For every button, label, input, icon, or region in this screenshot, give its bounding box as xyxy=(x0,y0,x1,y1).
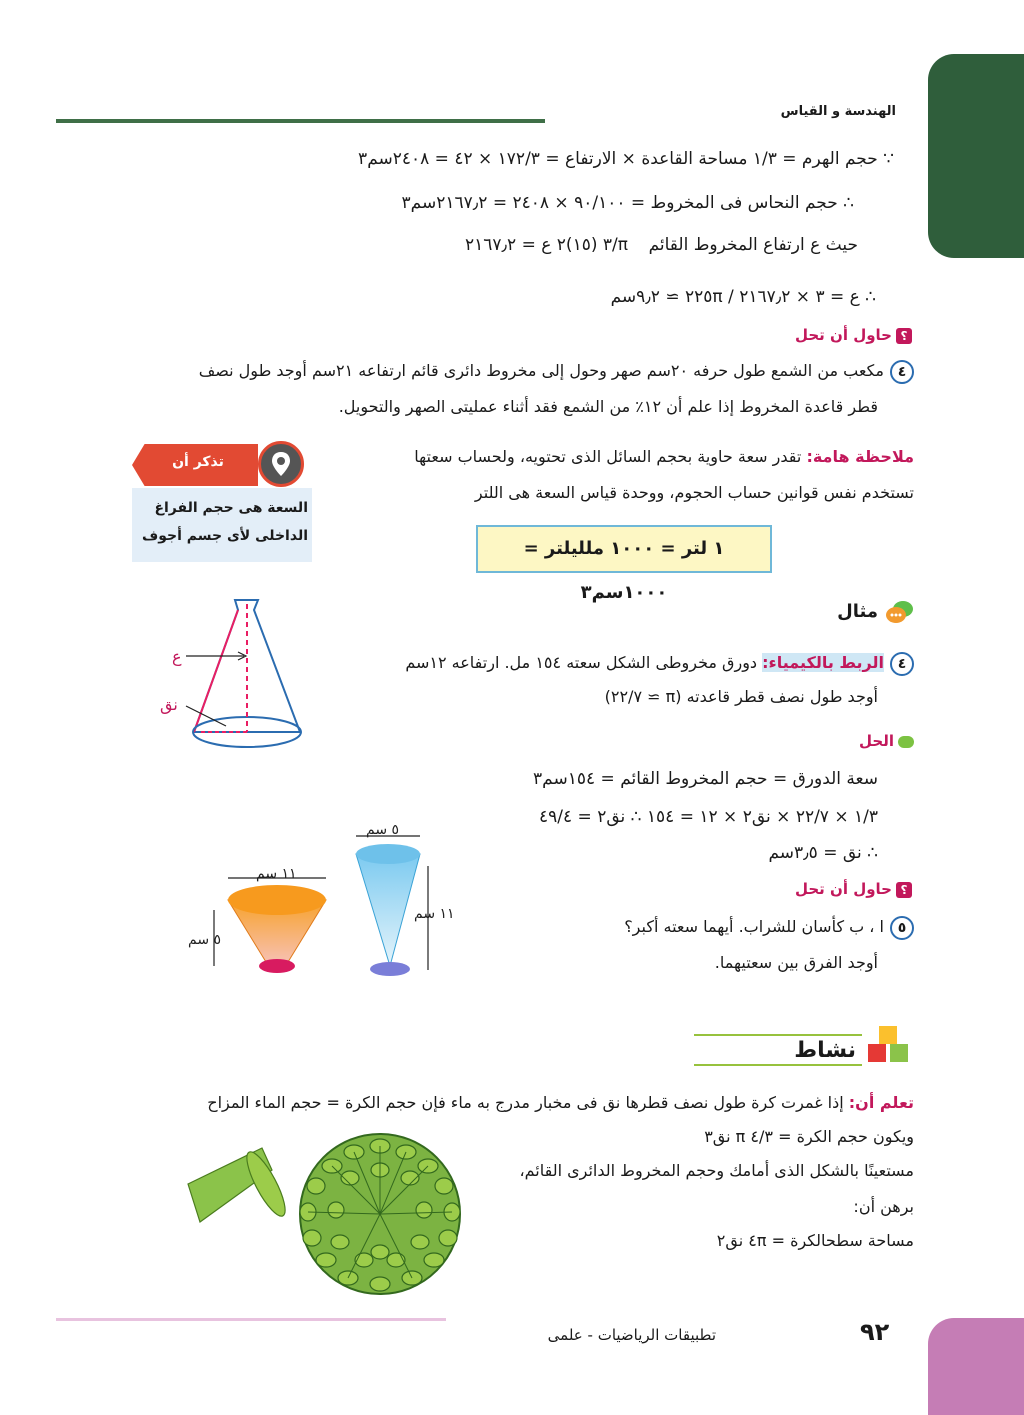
solution-line-3: ∴ نق = ٣٫٥سم xyxy=(768,843,878,863)
activity-line-3: مستعينًا بالشكل الذى أمامك وحجم المخروط الدائرى القائم، xyxy=(519,1161,914,1180)
try-1-line-2: قطر قاعدة المخروط إذا علم أن ١٢٪ من الشمع فقد أثناء عمليتى الصهر والتحويل. xyxy=(338,397,878,416)
calc-line-3-left: π/٣ (١٥)٢ ع = ٢١٦٧٫٢ xyxy=(464,235,628,255)
activity-line-2: ويكون حجم الكرة = ٤/٣ π نق٣ xyxy=(704,1127,914,1146)
try-2-line-1: ٥ا ، ب كأسان للشراب. أيهما سعته أكبر؟ xyxy=(624,914,914,940)
reminder-line-1: السعة هى حجم الفراغ xyxy=(154,500,308,516)
exercise-number: ٥ xyxy=(890,916,914,940)
footer-rule xyxy=(56,1318,446,1321)
cup-b-base xyxy=(370,962,410,976)
page-number: ٩٢ xyxy=(860,1318,890,1346)
activity-line-1: تعلم أن: إذا غمرت كرة طول نصف قطرها نق فى مخبار مدرج به ماء فإن حجم الكرة = حجم الماء المزاح xyxy=(207,1093,914,1112)
solution-bullet-icon xyxy=(898,736,914,748)
page-tab xyxy=(928,1318,1024,1415)
sphere-of-cones-figure xyxy=(180,1130,470,1300)
cup-a-base xyxy=(259,959,295,973)
conical-flask-figure xyxy=(150,592,320,758)
location-pin-icon xyxy=(258,441,304,487)
example-line-2: أوجد طول نصف قطر قاعدته (π ≃ ٢٢/٧) xyxy=(604,687,878,706)
cup-b-top xyxy=(356,844,420,864)
try-heading-2: ؟حاول أن تحل xyxy=(795,880,912,898)
try-heading-1: ؟حاول أن تحل xyxy=(795,326,912,344)
cup-b-side-label: ١١ سم xyxy=(414,906,455,922)
book-title: تطبيقات الرياضيات - علمى xyxy=(547,1326,716,1344)
calc-line-3-right: حيث ع ارتفاع المخروط القائم xyxy=(648,235,858,255)
cup-b-top-label: ٥ سم xyxy=(366,822,400,838)
cup-a-side-label: ٥ سم xyxy=(188,932,222,948)
cup-a-top xyxy=(228,885,326,915)
reminder-title: تذكر أن xyxy=(172,454,224,470)
chat-bubbles-icon xyxy=(884,600,914,624)
activity-line-5: مساحة سطحالكرة = ٤π نق٢ xyxy=(716,1231,914,1250)
example-number: ٤ xyxy=(890,652,914,676)
note-line-1: ملاحظة هامة: تقدر سعة حاوية بحجم السائل الذى تحتويه، ولحساب سعتها xyxy=(414,447,914,466)
solution-heading: الحل xyxy=(859,732,914,750)
single-cone-piece xyxy=(188,1148,292,1222)
hint-icon: ؟ xyxy=(896,882,912,898)
flask-height-label: ع xyxy=(172,647,182,666)
cubes-icon xyxy=(864,1024,914,1070)
exercise-number: ٤ xyxy=(890,360,914,384)
solution-line-1: سعة الدورق = حجم المخروط القائم = ١٥٤سم٣ xyxy=(533,769,878,789)
try-1-line-1: ٤مكعب من الشمع طول حرفه ٢٠سم صهر وحول إلى مخروط دائرى قائم ارتفاعه ٢١سم أوجد طول نصف xyxy=(199,358,914,384)
example-line-1: ٤الربط بالكيمياء: دورق مخروطى الشكل سعته ١٥٤ مل. ارتفاعه ١٢سم xyxy=(405,650,914,676)
two-cups-figure xyxy=(180,820,460,980)
flask-radius-label: نق xyxy=(160,695,178,714)
calc-line-4: ∴ ع = ٣ × ٢١٦٧٫٢ / ٢٢٥π ≃ ٩٫٢سم xyxy=(610,287,876,307)
formula-box: ١ لتر = ١٠٠٠ ملليلتر = ١٠٠٠سم٣ xyxy=(476,525,772,573)
header-rule xyxy=(56,119,545,123)
try-2-line-2: أوجد الفرق بين سعتيهما. xyxy=(714,953,878,972)
activity-top-rule xyxy=(694,1034,862,1036)
hint-icon: ؟ xyxy=(896,328,912,344)
chapter-title: الهندسة و القياس xyxy=(780,104,896,119)
calc-line-2: ∴ حجم النحاس فى المخروط = ٩٠/١٠٠ × ٢٤٠٨ = ٢١٦٧٫٢سم٣ xyxy=(401,193,854,213)
activity-title: نشاط xyxy=(794,1038,856,1063)
sphere xyxy=(300,1134,460,1294)
note-line-2: تستخدم نفس قوانين حساب الحجوم، ووحدة قياس السعة هى اللتر xyxy=(474,483,914,502)
example-heading: مثال xyxy=(837,600,914,624)
activity-bottom-rule xyxy=(694,1064,862,1066)
solution-line-2: ١/٣ × ٢٢/٧ × نق٢ × ١٢ = ١٥٤ ∴ نق٢ = ٤٩/٤ xyxy=(539,807,878,827)
chapter-tab xyxy=(928,54,1024,258)
calc-line-1: ∵ حجم الهرم = ١/٣ مساحة القاعدة × الارتفاع = ١٧٢/٣ × ٤٢ = ٢٤٠٨سم٣ xyxy=(358,149,894,169)
activity-line-4: برهن أن: xyxy=(853,1197,914,1216)
cup-b-body xyxy=(356,854,420,966)
reminder-line-2: الداخلى لأى جسم أجوف xyxy=(141,528,308,544)
cup-a-top-label: ١١ سم xyxy=(256,866,297,882)
